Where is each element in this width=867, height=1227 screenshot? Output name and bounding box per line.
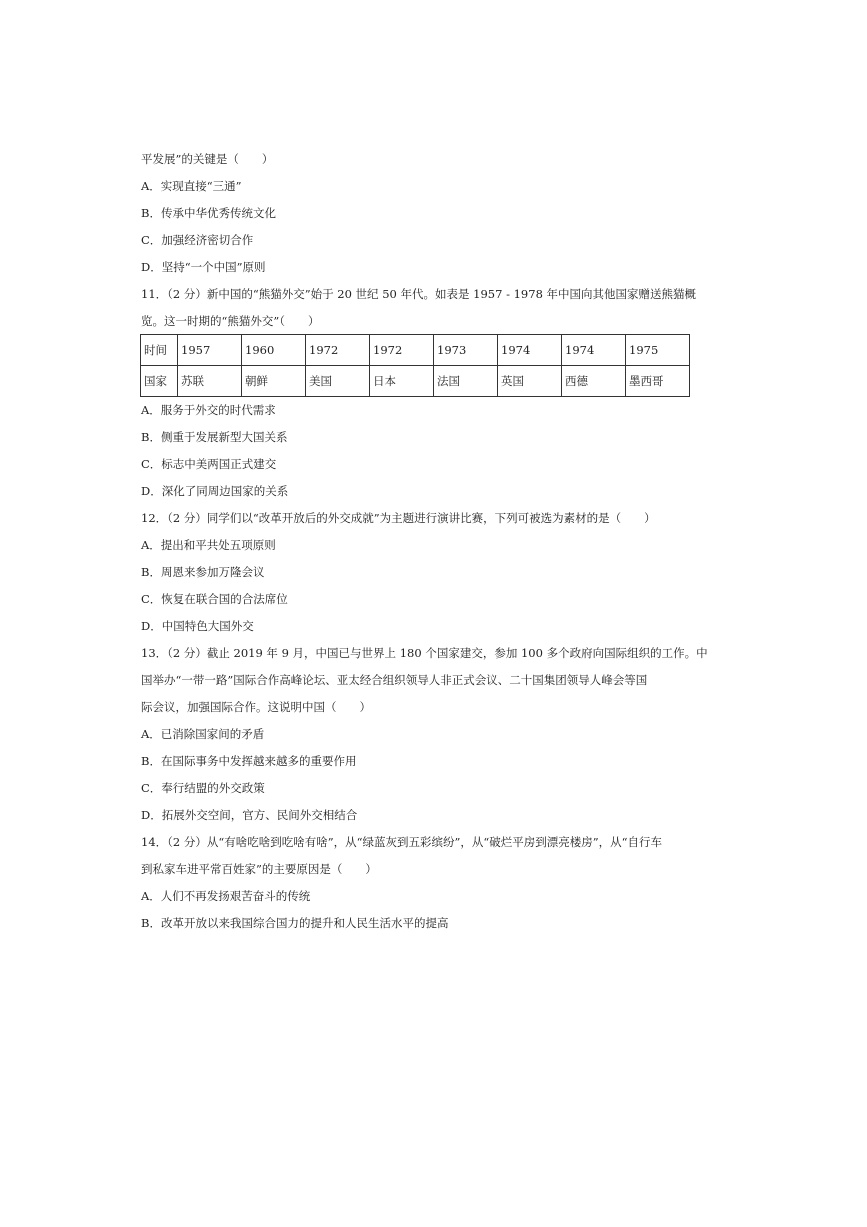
table-row-countries — [141, 366, 690, 397]
q12-option-a[interactable]: A．提出和平共处五项原则 — [141, 538, 276, 552]
table-cell-country: 法国 — [434, 366, 498, 397]
table-cell-year: 1974 — [498, 335, 562, 366]
q12-option-c[interactable]: C．恢复在联合国的合法席位 — [141, 592, 288, 606]
table-cell-country: 美国 — [306, 366, 370, 397]
q10-option-c[interactable]: C．加强经济密切合作 — [141, 233, 254, 247]
table-cell-country: 西德 — [562, 366, 626, 397]
q14-stem-line2: 到私家车进平常百姓家”的主要原因是（ ） — [141, 862, 377, 876]
q12-option-b[interactable]: B．周恩来参加万隆会议 — [141, 565, 265, 579]
table-cell-country: 日本 — [370, 366, 434, 397]
table-cell-year: 1957 — [178, 335, 242, 366]
q10-stem-tail: 平发展”的关键是（ ） — [141, 152, 274, 166]
q14-stem-line1: 14．（2 分）从“有啥吃啥到吃啥有啥”，从“绿蓝灰到五彩缤纷”，从“破烂平房到漂亮楼房”，从“自行车 — [141, 835, 663, 849]
q11-option-c[interactable]: C．标志中美两国正式建交 — [141, 457, 277, 471]
q10-option-b[interactable]: B．传承中华优秀传统文化 — [141, 206, 276, 220]
q12-stem: 12．（2 分）同学们以“改革开放后的外交成就”为主题进行演讲比赛，下列可被选为素材的是（ ） — [141, 511, 656, 525]
q13-option-c[interactable]: C．奉行结盟的外交政策 — [141, 781, 265, 795]
q13-option-d[interactable]: D．拓展外交空间，官方、民间外交相结合 — [141, 808, 358, 822]
q14-option-b[interactable]: B．改革开放以来我国综合国力的提升和人民生活水平的提高 — [141, 916, 449, 930]
table-cell-year: 1974 — [562, 335, 626, 366]
table-cell-country: 朝鲜 — [242, 366, 306, 397]
q13-stem-line2: 国举办“一带一路”国际合作高峰论坛、亚太经合组织领导人非正式会议、二十国集团领导人峰会等国 — [141, 673, 648, 687]
table-header-country: 国家 — [141, 366, 178, 397]
table-header-time: 时间 — [141, 335, 178, 366]
table-cell-year: 1972 — [306, 335, 370, 366]
panda-gift-table — [140, 334, 690, 397]
q10-option-d[interactable]: D．坚持“一个中国”原则 — [141, 260, 266, 274]
table-row-years — [141, 335, 690, 366]
q12-option-d[interactable]: D．中国特色大国外交 — [141, 619, 254, 633]
table-cell-year: 1975 — [626, 335, 690, 366]
table-cell-country: 苏联 — [178, 366, 242, 397]
table-cell-year: 1973 — [434, 335, 498, 366]
table-cell-year: 1972 — [370, 335, 434, 366]
q11-stem-line2: 览。这一时期的“熊猫外交”（ ） — [141, 314, 320, 328]
q14-option-a[interactable]: A．人们不再发扬艰苦奋斗的传统 — [141, 889, 311, 903]
table-cell-country: 英国 — [498, 366, 562, 397]
q10-option-a[interactable]: A．实现直接“三通” — [141, 179, 242, 193]
q13-option-a[interactable]: A．已消除国家间的矛盾 — [141, 727, 265, 741]
q11-option-a[interactable]: A．服务于外交的时代需求 — [141, 403, 276, 417]
q11-option-d[interactable]: D．深化了同周边国家的关系 — [141, 484, 289, 498]
table-cell-country: 墨西哥 — [626, 366, 690, 397]
q11-stem-line1: 11．（2 分）新中国的“熊猫外交”始于 20 世纪 50 年代。如表是 1957 - 1978 年中国向其他国家赠送熊猫概 — [141, 287, 697, 301]
q11-option-b[interactable]: B．侧重于发展新型大国关系 — [141, 430, 288, 444]
q13-stem-line3: 际会议，加强国际合作。这说明中国（ ） — [141, 700, 371, 714]
q13-option-b[interactable]: B．在国际事务中发挥越来越多的重要作用 — [141, 754, 357, 768]
table-cell-year: 1960 — [242, 335, 306, 366]
q13-stem-line1: 13．（2 分）截止 2019 年 9 月，中国已与世界上 180 个国家建交，参加 100 多个政府向国际组织的工作。中 — [141, 646, 708, 660]
